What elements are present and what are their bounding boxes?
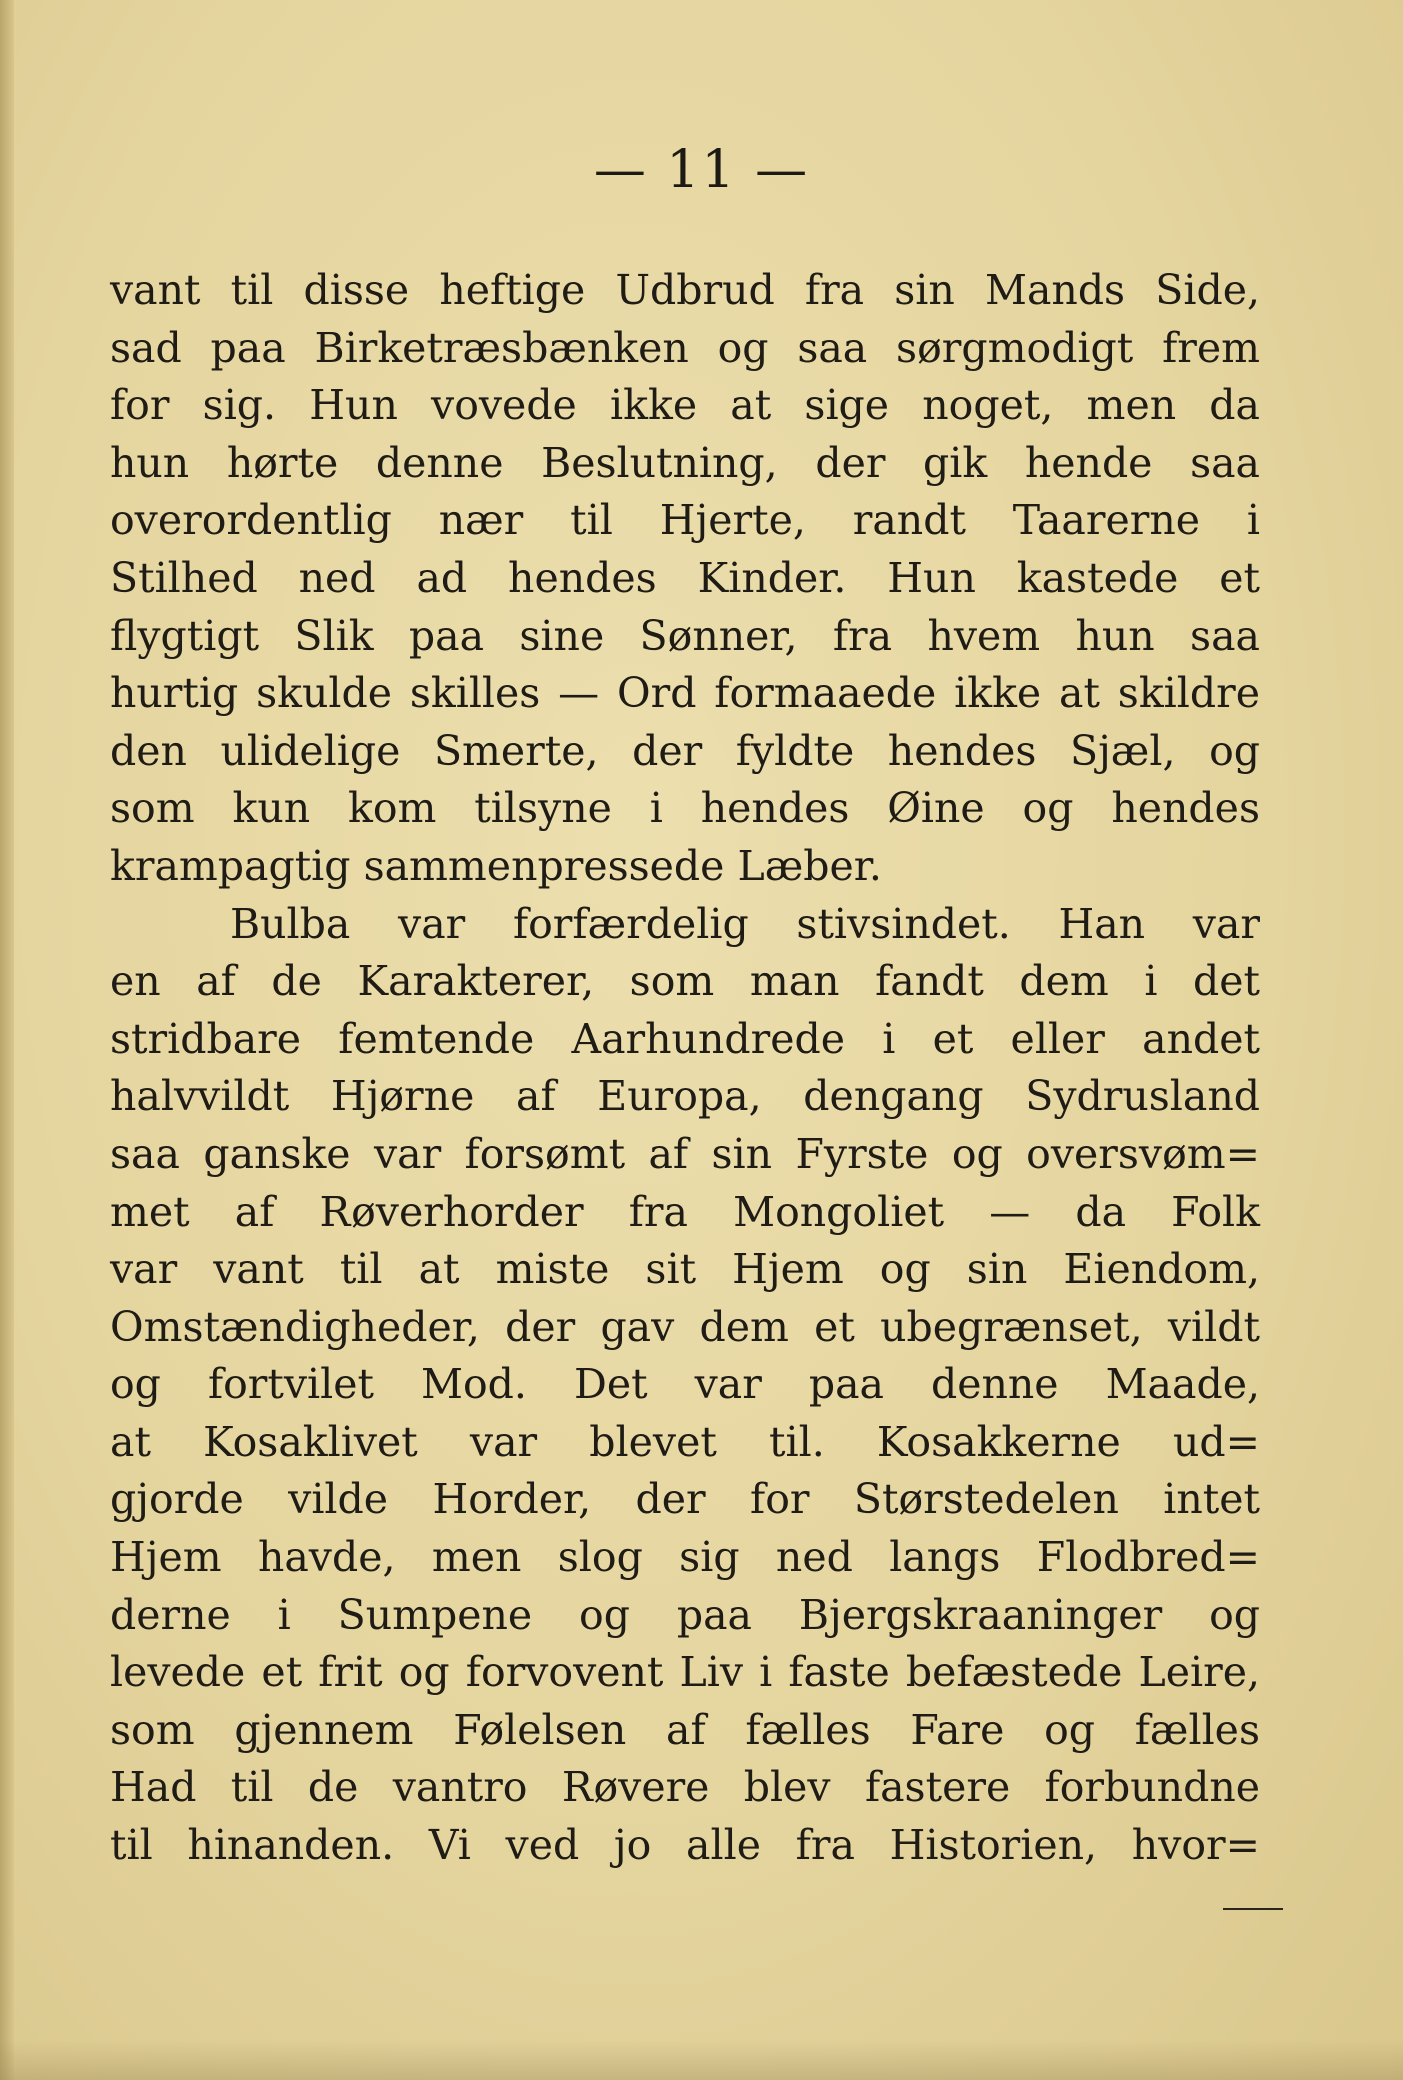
text-line: for sig. Hun vovede ikke at sige noget, men da (110, 381, 1260, 430)
text-line: halvvildt Hjørne af Europa, dengang Sydrusland (110, 1072, 1260, 1121)
body-text (110, 262, 1260, 1875)
text-line: en af de Karakterer, som man fandt dem i det (110, 957, 1260, 1006)
text-line: met af Røverhorder fra Mongoliet — da Folk (110, 1187, 1260, 1236)
paragraph-2 (110, 896, 1260, 1875)
text-line: saa ganske var forsømt af sin Fyrste og oversvøm= (110, 1129, 1260, 1178)
text-line: krampagtig sammenpressede Læber. (110, 841, 882, 890)
text-line: derne i Sumpene og paa Bjergskraaninger og (110, 1590, 1260, 1639)
text-line: vant til disse heftige Udbrud fra sin Mands Side, (110, 266, 1260, 314)
page-binding-edge (0, 0, 14, 2080)
text-line: var vant til at miste sit Hjem og sin Eiendom, (110, 1245, 1260, 1294)
paragraph-1 (110, 262, 1260, 896)
hyphen-rule-mark (1223, 1908, 1283, 1910)
text-line: overordentlig nær til Hjerte, randt Taarerne i (110, 496, 1260, 545)
text-line: gjorde vilde Horder, der for Størstedelen intet (110, 1475, 1260, 1524)
text-line: som gjennem Følelsen af fælles Fare og fælles (110, 1705, 1260, 1754)
text-line: til hinanden. Vi ved jo alle fra Historien, hvor= (110, 1821, 1260, 1870)
text-line: den ulidelige Smerte, der fyldte hendes Sjæl, og (110, 726, 1260, 775)
text-line: Stilhed ned ad hendes Kinder. Hun kastede et (110, 553, 1260, 602)
text-line: Had til de vantro Røvere blev fastere forbundne (110, 1763, 1260, 1812)
text-line: og fortvilet Mod. Det var paa denne Maade, (110, 1360, 1260, 1409)
text-line: at Kosaklivet var blevet til. Kosakkerne ud= (110, 1417, 1260, 1466)
text-line: hurtig skulde skilles — Ord formaaede ikke at skildre (110, 669, 1260, 718)
text-line: Hjem havde, men slog sig ned langs Flodbred= (110, 1533, 1260, 1582)
text-line: stridbare femtende Aarhundrede i et eller andet (110, 1014, 1260, 1063)
text-line: Omstændigheder, der gav dem et ubegrænset, vildt (110, 1302, 1260, 1351)
page-bottom-shadow (0, 2040, 1403, 2080)
text-line: levede et frit og forvovent Liv i faste befæstede Leire, (110, 1648, 1260, 1697)
text-line: flygtigt Slik paa sine Sønner, fra hvem hun saa (110, 611, 1260, 660)
page-number: — 11 — (593, 140, 810, 200)
text-line: Bulba var forfærdelig stivsindet. Han var (230, 899, 1260, 948)
text-line: som kun kom tilsyne i hendes Øine og hendes (110, 784, 1260, 833)
text-line: sad paa Birketræsbænken og saa sørgmodigt frem (110, 323, 1260, 372)
text-line: hun hørte denne Beslutning, der gik hende saa (110, 438, 1260, 487)
